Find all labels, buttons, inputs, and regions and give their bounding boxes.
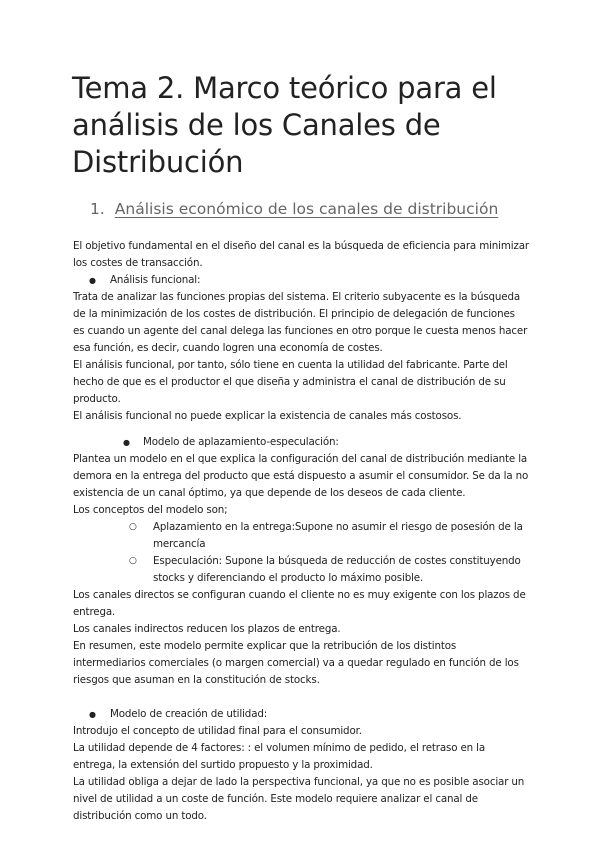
paragraph: Los canales directos se configuran cuando el cliente no es muy exigente con los plazos de entrega. <box>73 589 526 618</box>
paragraph: El análisis funcional, por tanto, sólo tiene en cuenta la utilidad del fabricante. Parte del hecho de que es el productor el que diseña y administra el canal de distribución de su producto. <box>73 359 508 405</box>
paragraph: El análisis funcional no puede explicar la existencia de canales más costosos. <box>73 410 462 422</box>
paragraph: Plantea un modelo en el que explica la configuración del canal de distribución mediante la demora en la entrega del producto que está dispuesto a asumir el consumidor. Se da la no existencia de un canal óptimo, ya que depende de los deseos de cada cliente. <box>73 453 529 499</box>
sub-bullet-text: Aplazamiento en la entrega:Supone no asumir el riesgo de posesión de la mercancía <box>153 521 523 550</box>
bullet-heading: Análisis funcional: <box>110 274 201 286</box>
paragraph: En resumen, este modelo permite explicar que la retribución de los distintos intermediarios comerciales (o margen comercial) va a quedar regulado en función de los riesgos que asuman en la constitución de stocks. <box>73 640 519 686</box>
hollow-bullet-icon: ○ <box>129 556 137 566</box>
bullet-heading: Modelo de creación de utilidad: <box>110 708 268 720</box>
bullet-dot-icon: ● <box>123 438 130 447</box>
sub-bullet-text: Especulación: Supone la búsqueda de reducción de costes constituyendo stocks y diferenciando el producto lo máximo posible. <box>153 555 521 584</box>
paragraph: La utilidad depende de 4 factores: : el volumen mínimo de pedido, el retraso en la entrega, la extensión del surtido propuesto y la proximidad. <box>73 742 486 771</box>
sub-bullet-item <box>73 553 529 587</box>
hollow-bullet-icon: ○ <box>129 522 137 532</box>
intro-paragraph: El objetivo fundamental en el diseño del canal es la búsqueda de eficiencia para minimizar los costes de transacción. <box>73 240 529 269</box>
bullet-heading: Modelo de aplazamiento-especulación: <box>143 436 339 448</box>
section-title: Análisis económico de los canales de distribución <box>114 200 499 218</box>
paragraph: La utilidad obliga a dejar de lado la perspectiva funcional, ya que no es posible asociar un nivel de utilidad a un coste de función. Este modelo requiere analizar el canal de distribución como un todo. <box>73 776 525 822</box>
paragraph: Introdujo el concepto de utilidad final para el consumidor. <box>73 725 362 737</box>
section-number: 1. <box>90 200 105 218</box>
bullet-aplazamiento <box>73 434 529 451</box>
document-title: Tema 2. Marco teórico para el análisis de los Canales de Distribución <box>72 71 497 179</box>
paragraph: Los canales indirectos reducen los plazos de entrega. <box>73 623 341 635</box>
paragraph: Trata de analizar las funciones propias del sistema. El criterio subyacente es la búsqueda de la minimización de los costes de distribución. El principio de delegación de funciones es cuando un agente del canal delega las funciones en otro porque le cuesta menos hacer esa función, es decir, cuando logren una economía de costes. <box>73 291 528 354</box>
bullet-dot-icon: ● <box>89 710 96 719</box>
document-body <box>73 238 529 825</box>
bullet-dot-icon: ● <box>89 276 96 285</box>
bullet-utilidad <box>73 706 529 723</box>
bullet-analisis-funcional <box>73 272 529 289</box>
sub-bullet-item <box>73 519 529 553</box>
section-heading <box>90 200 498 218</box>
paragraph: Los conceptos del modelo son; <box>73 504 228 516</box>
